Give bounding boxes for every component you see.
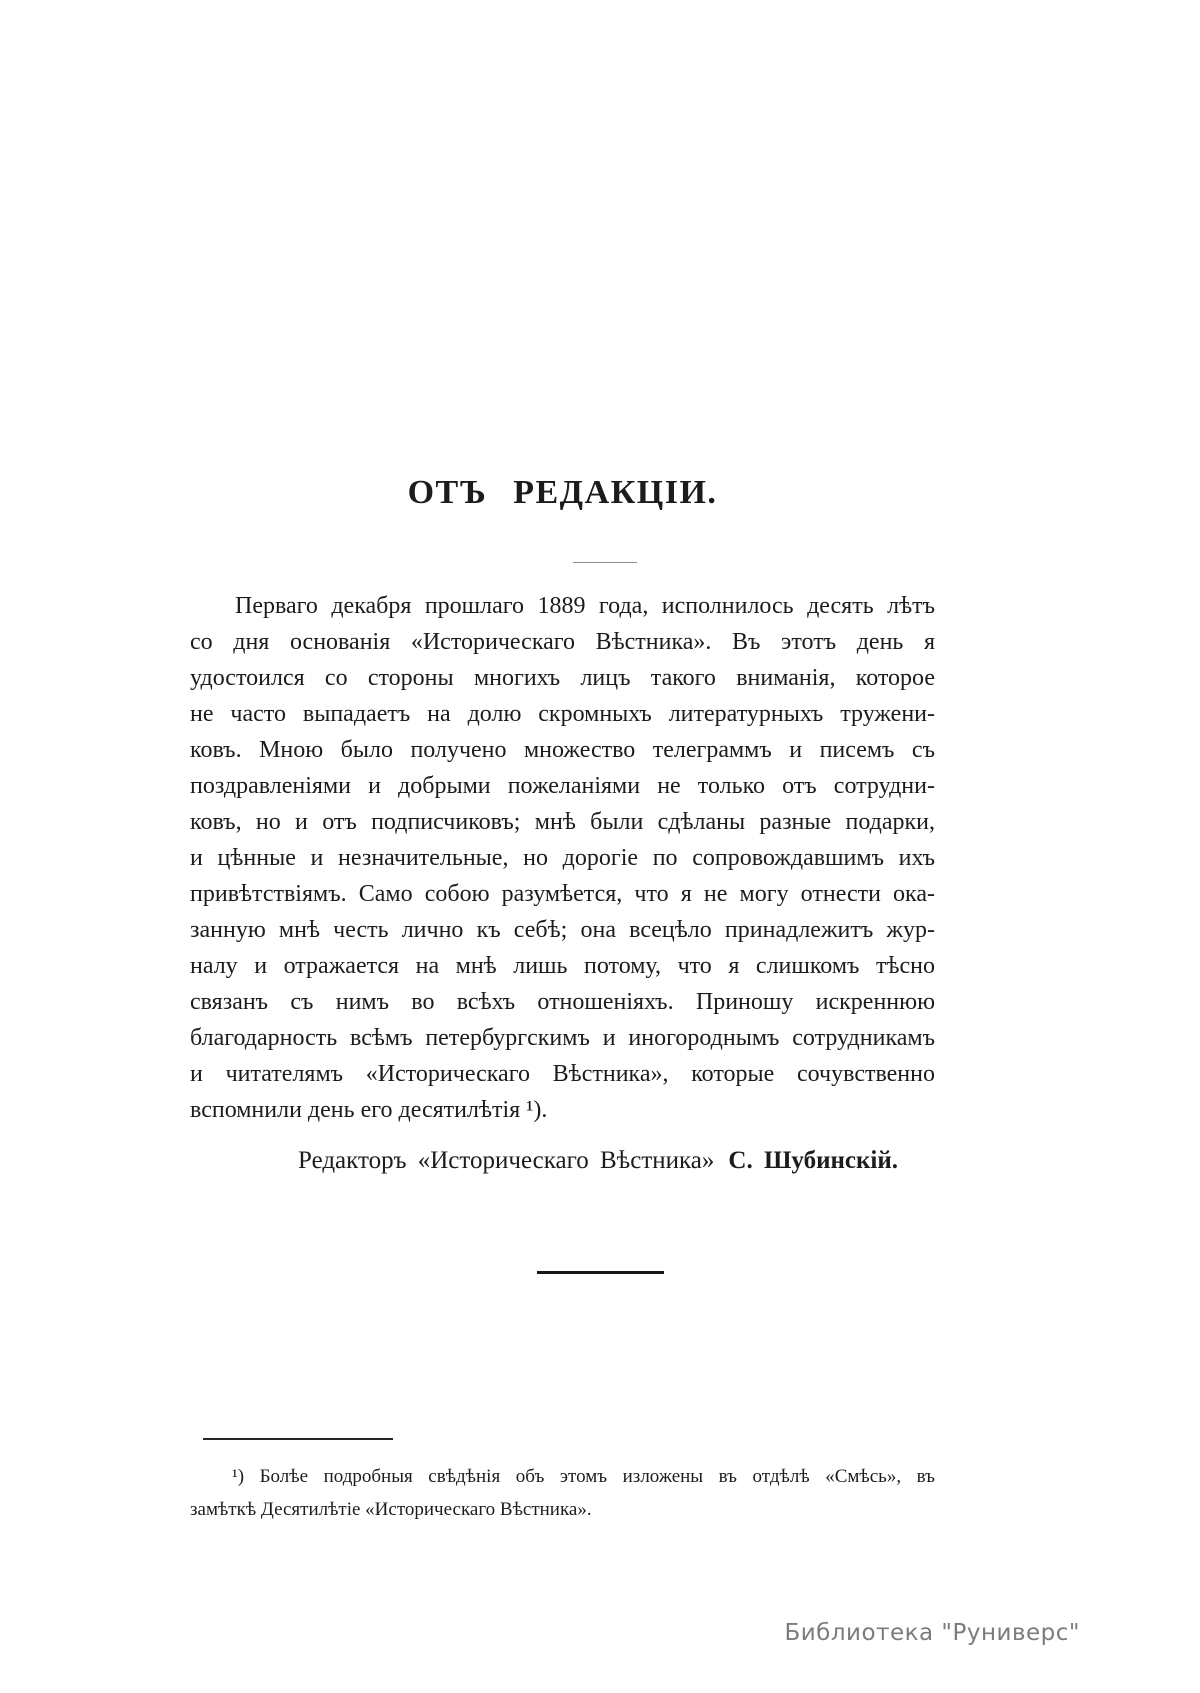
footnote-line-1: ¹) Болѣе подробныя свѣдѣнія объ этомъ изложены въ отдѣлѣ «Смѣсь», въ (232, 1466, 935, 1487)
body-line-11: налу и отражается на мнѣ лишь потому, что я слишкомъ тѣсно (190, 953, 935, 979)
section-end-divider (537, 1271, 664, 1274)
editorial-paragraph (190, 588, 935, 1128)
body-line-13: благодарность всѣмъ петербургскимъ и иногороднымъ сотрудникамъ (190, 1025, 935, 1051)
body-line-4: не часто выпадаетъ на долю скромныхъ литературныхъ тружени- (190, 701, 935, 727)
body-line-10: занную мнѣ честь лично къ себѣ; она всецѣло принадлежитъ жур- (190, 917, 935, 943)
title-divider-dash (573, 562, 637, 563)
footnote-block (190, 1460, 935, 1526)
page-title: ОТЪ РЕДАКЦІИ. (407, 474, 718, 511)
footnote-divider (203, 1438, 393, 1440)
body-line-3: удостоился со стороны многихъ лицъ такого вниманія, которое (190, 665, 935, 691)
signature-editor-name: С. Шубинскій. (728, 1147, 898, 1174)
body-line-12: связанъ съ нимъ во всѣхъ отношеніяхъ. Приношу искреннюю (190, 989, 935, 1015)
editor-signature-line (190, 1146, 1043, 1176)
library-watermark: Библиотека "Руниверс" (784, 1620, 1080, 1646)
body-line-2: со дня основанія «Историческаго Вѣстника». Въ этотъ день я (190, 629, 935, 655)
body-line-9: привѣтствіямъ. Само собою разумѣется, что я не могу отнести ока- (190, 881, 935, 907)
body-line-7: ковъ, но и отъ подписчиковъ; мнѣ были сдѣланы разные подарки, (190, 809, 935, 835)
body-line-5: ковъ. Мною было получено множество телеграммъ и писемъ съ (190, 737, 935, 763)
body-line-15: вспомнили день его десятилѣтія ¹). (190, 1097, 548, 1123)
body-line-14: и читателямъ «Историческаго Вѣстника», которые сочувственно (190, 1061, 935, 1087)
body-line-6: поздравленіями и добрыми пожеланіями не только отъ сотрудни- (190, 773, 935, 799)
footnote-line-2: замѣткѣ Десятилѣтіе «Историческаго Вѣстника». (190, 1499, 592, 1520)
body-line-8: и цѣнные и незначительные, но дорогіе по сопровождавшимъ ихъ (190, 845, 935, 871)
body-line-1: Перваго декабря прошлаго 1889 года, исполнилось десять лѣтъ (235, 593, 935, 619)
signature-role-text: Редакторъ «Историческаго Вѣстника» (298, 1147, 715, 1174)
